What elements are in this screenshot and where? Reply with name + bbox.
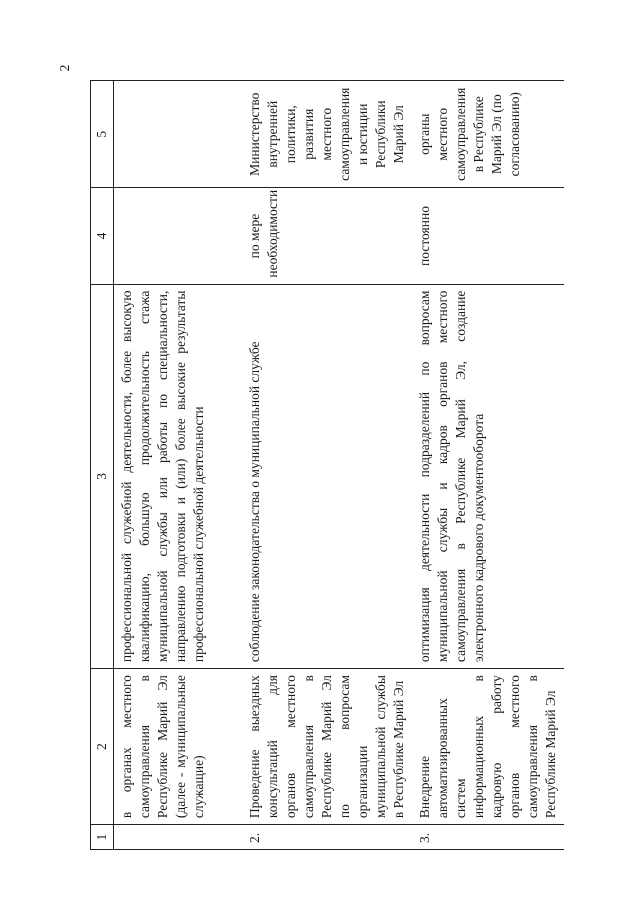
plan-table (90, 80, 564, 850)
row-responsible: Министерство внутренней политики, развития местного самоуправления и юстиции Республики Марий Эл (242, 81, 412, 188)
header-col-4: 4 (91, 188, 114, 284)
row-term (114, 188, 243, 284)
row-number (114, 825, 243, 850)
row-event: Проведение выездных консультаций для органов местного самоуправления в Республике Марий Эл по вопросам организации муниципальной службы в Республике Марий Эл (242, 669, 412, 825)
row-term: постоянно (412, 188, 564, 284)
row-responsible: органы местного самоуправления в Республике Марий Эл (по согласованию) (412, 81, 564, 188)
row-description: профессиональной служебной деятельности, более высокую квалификацию, большую продолжительность стажа муниципальной службы или работы по специальности, направлению подготовки и (или) более высокие результаты профессиональной служебной деятельности (114, 284, 243, 669)
page-number: 2 (58, 64, 73, 72)
row-event: в органах местного самоуправления в Республике Марий Эл (далее - муниципальные служащие) (114, 669, 243, 825)
row-term: по мере необходимости (242, 188, 412, 284)
row-responsible (114, 81, 243, 188)
header-col-2: 2 (91, 669, 114, 825)
row-event: Внедрение автоматизированных систем информационных в кадровую работу органов местного самоуправления в Республике Марий Эл (412, 669, 564, 825)
table-row (114, 81, 243, 850)
row-number: 2. (242, 825, 412, 850)
row-number: 3. (412, 825, 564, 850)
table-row (412, 81, 564, 850)
table-header-row (91, 81, 114, 850)
rotated-table-container (90, 80, 558, 850)
row-description: оптимизация деятельности подразделений по вопросам муниципальной службы и кадров органов местного самоуправления в Республике Марий Эл, создание электронного кадрового документооборота (412, 284, 564, 669)
header-col-5: 5 (91, 81, 114, 188)
row-description: соблюдение законодательства о муниципальной службе (242, 284, 412, 669)
header-col-3: 3 (91, 284, 114, 669)
header-col-1: 1 (91, 825, 114, 850)
table-row (242, 81, 412, 850)
